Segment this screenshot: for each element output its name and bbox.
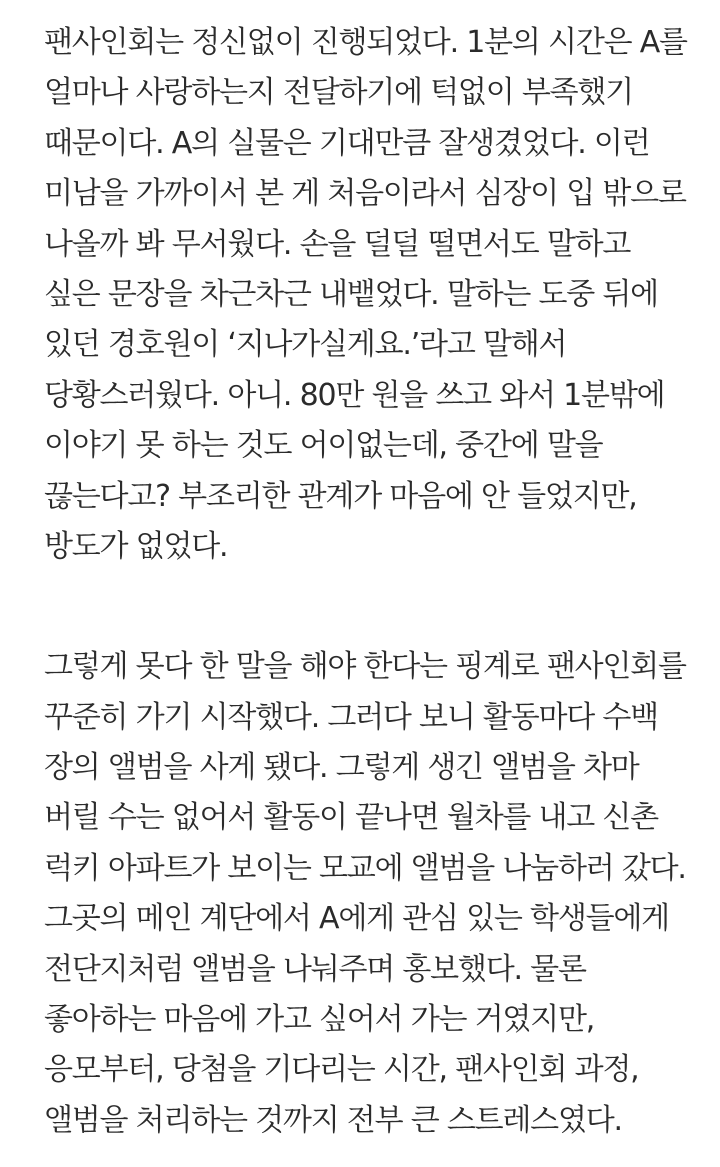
text-line: 방도가 없었다.	[44, 528, 228, 564]
text-line: 전단지처럼 앨범을 나눠주며 홍보했다. 물론	[44, 951, 586, 987]
text-line: 버릴 수는 없어서 활동이 끝나면 월차를 내고 신촌	[44, 800, 658, 836]
text-line: 얼마나 사랑하는지 전달하기에 턱없이 부족했기	[44, 75, 633, 111]
text-line: 당황스러웠다. 아니. 80만 원을 쓰고 와서 1분밖에	[44, 377, 665, 413]
text-line: 그곳의 메인 계단에서 A에게 관심 있는 학생들에게	[44, 901, 669, 937]
paragraph-fansign	[44, 18, 704, 572]
text-line: 앨범을 처리하는 것까지 전부 큰 스트레스였다.	[44, 1102, 622, 1138]
text-line: 이야기 못 하는 것도 어이없는데, 중간에 말을	[44, 428, 603, 464]
text-line: 응모부터, 당첨을 기다리는 시간, 팬사인회 과정,	[44, 1052, 639, 1088]
text-line: 그렇게 못다 한 말을 해야 한다는 핑계로 팬사인회를	[44, 649, 686, 685]
text-line: 장의 앨범을 사게 됐다. 그렇게 생긴 앨범을 차마	[44, 750, 639, 786]
text-line: 꾸준히 가기 시작했다. 그러다 보니 활동마다 수백	[44, 699, 658, 735]
article-body	[44, 18, 704, 1146]
text-line: 끊는다고? 부조리한 관계가 마음에 안 들었지만,	[44, 478, 637, 514]
text-line: 나올까 봐 무서웠다. 손을 덜덜 떨면서도 말하고	[44, 226, 631, 262]
text-line: 싶은 문장을 차근차근 내뱉었다. 말하는 도중 뒤에	[44, 276, 658, 312]
text-line: 좋아하는 마음에 가고 싶어서 가는 거였지만,	[44, 1002, 595, 1038]
paragraph-albums	[44, 642, 704, 1146]
text-line: 럭키 아파트가 보이는 모교에 앨범을 나눔하러 갔다.	[44, 850, 686, 886]
text-line: 때문이다. A의 실물은 기대만큼 잘생겼었다. 이런	[44, 125, 650, 161]
text-line: 있던 경호원이 ‘지나가실게요.’라고 말해서	[44, 327, 567, 363]
text-line: 미남을 가까이서 본 게 처음이라서 심장이 입 밖으로	[44, 176, 686, 212]
text-line: 팬사인회는 정신없이 진행되었다. 1분의 시간은 A를	[44, 25, 687, 60]
paragraph-spacer	[44, 572, 704, 642]
